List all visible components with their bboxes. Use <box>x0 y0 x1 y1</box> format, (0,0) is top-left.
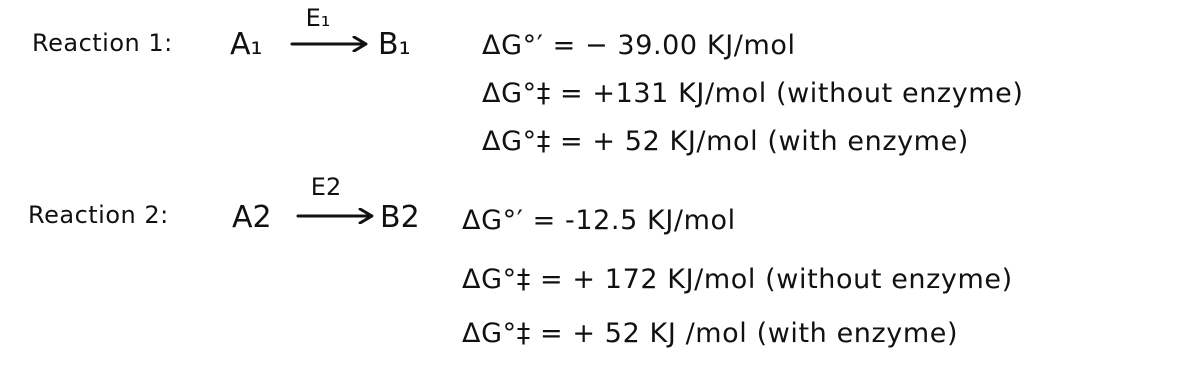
reaction-2-arrow <box>296 208 376 224</box>
reaction-1-enzyme: E₁ <box>305 4 331 32</box>
reaction-2-activation-without-enzyme: ΔG°‡ = + 172 KJ/mol (without enzyme) <box>462 264 1013 295</box>
reaction-2-activation-with-enzyme: ΔG°‡ = + 52 KJ /mol (with enzyme) <box>462 318 959 349</box>
reaction-1-substrate: A₁ <box>230 27 263 62</box>
reaction-1-product: B₁ <box>378 27 411 62</box>
reaction-2-substrate: A2 <box>232 200 272 235</box>
reaction-1-activation-without-enzyme: ΔG°‡ = +131 KJ/mol (without enzyme) <box>482 78 1024 109</box>
reaction-2-enzyme: E2 <box>310 173 342 201</box>
reaction-1-activation-with-enzyme: ΔG°‡ = + 52 KJ/mol (with enzyme) <box>482 126 969 157</box>
reaction-1-delta-g: ΔG°′ = − 39.00 KJ/mol <box>482 30 796 61</box>
reaction-1-arrow <box>290 36 370 52</box>
reaction-2-label: Reaction 2: <box>28 201 169 229</box>
reaction-2-delta-g: ΔG°′ = -12.5 KJ/mol <box>462 205 736 236</box>
reaction-2-product: B2 <box>380 200 420 235</box>
reaction-1-label: Reaction 1: <box>32 29 173 57</box>
